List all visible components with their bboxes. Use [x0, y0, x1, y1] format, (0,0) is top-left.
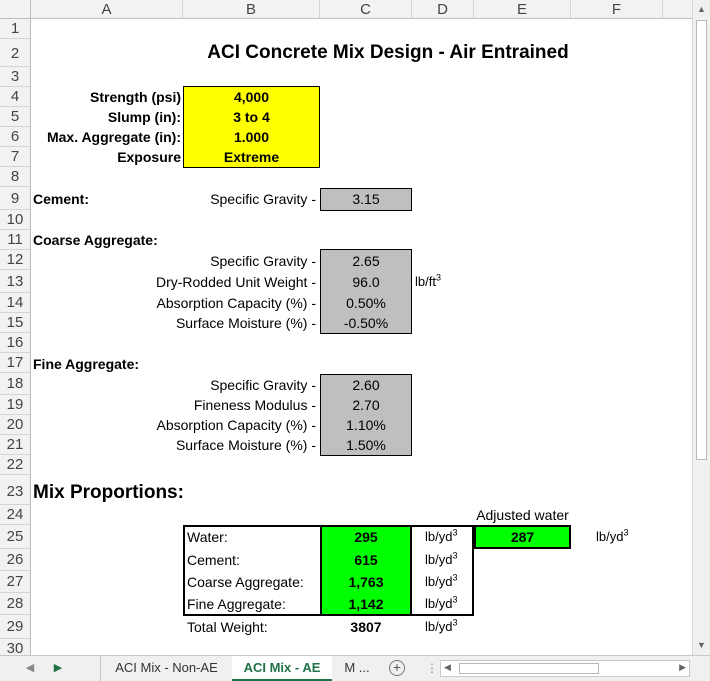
- fine-sg-label: Specific Gravity -: [210, 377, 316, 393]
- row-header[interactable]: 10: [0, 210, 31, 230]
- scroll-right-icon[interactable]: ▶: [679, 662, 686, 672]
- strength-input[interactable]: 4,000: [233, 89, 270, 105]
- tab-scroll-right-icon[interactable]: ▶: [53, 662, 63, 674]
- tab-split-handle-icon[interactable]: ⋮: [426, 661, 438, 675]
- unit-superscript: 3: [623, 527, 629, 538]
- unit-superscript: 3: [452, 572, 458, 583]
- row-header[interactable]: 16: [0, 333, 31, 353]
- tab-aci-mix-non-ae[interactable]: ACI Mix - Non-AE: [100, 656, 232, 681]
- scroll-up-icon[interactable]: ▲: [697, 4, 706, 14]
- unit-superscript: 3: [452, 594, 458, 605]
- row-header[interactable]: 29: [0, 615, 31, 639]
- mix-heading: Mix Proportions:: [33, 482, 184, 503]
- row-header[interactable]: 7: [0, 147, 31, 167]
- tab-scroll-left-icon[interactable]: ◀: [25, 662, 35, 674]
- select-all-corner[interactable]: [0, 0, 31, 19]
- unit-superscript: 3: [452, 527, 458, 538]
- coarse-moisture-label: Surface Moisture (%) -: [175, 315, 316, 331]
- row-header[interactable]: 24: [0, 505, 31, 525]
- cement-sg-value[interactable]: 3.15: [352, 191, 380, 207]
- exposure-label: Exposure: [117, 149, 181, 165]
- sheet-title: ACI Concrete Mix Design - Air Entrained: [207, 42, 569, 63]
- horizontal-scrollbar[interactable]: [440, 660, 690, 677]
- mix-row-unit: [425, 594, 457, 614]
- coarse-druw-label: Dry-Rodded Unit Weight -: [155, 274, 316, 290]
- row-header[interactable]: 21: [0, 435, 31, 455]
- fine-absorption-label: Absorption Capacity (%) -: [156, 417, 316, 433]
- adjusted-water-label: Adjusted water: [476, 507, 569, 523]
- mix-row-label: Coarse Aggregate:: [187, 574, 304, 590]
- unit-text: lb/yd: [425, 574, 453, 589]
- row-header[interactable]: 8: [0, 167, 31, 187]
- slump-input[interactable]: 3 to 4: [233, 109, 270, 125]
- row-header[interactable]: 14: [0, 293, 31, 313]
- column-header-c[interactable]: C: [320, 0, 412, 19]
- mix-row-label: Fine Aggregate:: [187, 596, 286, 612]
- column-header-f[interactable]: F: [571, 0, 663, 19]
- coarse-sg-label: Specific Gravity -: [210, 253, 316, 269]
- row-header[interactable]: 23: [0, 475, 31, 505]
- row-header[interactable]: 6: [0, 127, 31, 147]
- vertical-scroll-thumb[interactable]: [696, 20, 707, 460]
- mix-row-unit: [425, 550, 457, 570]
- row-header[interactable]: 15: [0, 313, 31, 333]
- horizontal-scroll-thumb[interactable]: [459, 663, 599, 674]
- row-header[interactable]: 3: [0, 67, 31, 87]
- row-header[interactable]: 13: [0, 270, 31, 293]
- total-weight-value[interactable]: 3807: [350, 619, 382, 635]
- sheet-tab-bar: [0, 655, 710, 681]
- row-header[interactable]: 25: [0, 525, 31, 549]
- strength-label: Strength (psi): [90, 89, 181, 105]
- slump-label: Slump (in):: [107, 109, 181, 125]
- scroll-down-icon[interactable]: ▼: [697, 640, 706, 650]
- coarse-druw-value[interactable]: 96.0: [352, 274, 380, 290]
- column-header-g[interactable]: [663, 0, 692, 19]
- mix-row-unit: [425, 572, 457, 592]
- mix-row-value[interactable]: 1,763: [348, 574, 384, 590]
- column-header-d[interactable]: D: [412, 0, 474, 19]
- column-header-e[interactable]: E: [474, 0, 571, 19]
- max-aggregate-label: Max. Aggregate (in):: [46, 129, 181, 145]
- unit-superscript: 3: [452, 617, 458, 628]
- unit-superscript: 3: [435, 272, 441, 283]
- row-header[interactable]: 17: [0, 353, 31, 373]
- row-header[interactable]: 20: [0, 415, 31, 435]
- mix-row-label: Cement:: [187, 552, 240, 568]
- unit-text: lb/yd: [425, 619, 453, 634]
- mix-row-value[interactable]: 295: [354, 529, 378, 545]
- vertical-scrollbar[interactable]: [692, 0, 710, 655]
- row-header[interactable]: 27: [0, 571, 31, 593]
- fine-sg-value[interactable]: 2.60: [352, 377, 380, 393]
- coarse-druw-unit: [415, 272, 441, 292]
- scroll-left-icon[interactable]: ◀: [444, 662, 451, 672]
- fine-moisture-label: Surface Moisture (%) -: [175, 437, 316, 453]
- total-weight-label: Total Weight:: [187, 619, 268, 635]
- max-aggregate-input[interactable]: 1.000: [233, 129, 270, 145]
- unit-superscript: 3: [452, 550, 458, 561]
- row-header[interactable]: 30: [0, 639, 31, 655]
- exposure-input[interactable]: Extreme: [223, 149, 280, 165]
- add-sheet-icon[interactable]: +: [389, 660, 405, 676]
- cement-sg-label: Specific Gravity -: [210, 191, 316, 207]
- unit-text: lb/yd: [425, 529, 453, 544]
- fine-fm-value[interactable]: 2.70: [352, 397, 380, 413]
- adjusted-water-unit: [596, 527, 628, 547]
- fine-moisture-value[interactable]: 1.50%: [346, 437, 386, 453]
- mix-row-label: Water:: [187, 529, 228, 545]
- coarse-absorption-value[interactable]: 0.50%: [346, 295, 386, 311]
- unit-text: lb/ft: [415, 274, 436, 289]
- row-header[interactable]: 12: [0, 250, 31, 270]
- mix-row-value[interactable]: 615: [354, 552, 378, 568]
- row-header[interactable]: 19: [0, 395, 31, 415]
- row-header[interactable]: 1: [0, 19, 31, 39]
- row-header[interactable]: 9: [0, 187, 31, 210]
- adjusted-water-value[interactable]: 287: [510, 529, 535, 545]
- row-header[interactable]: 18: [0, 373, 31, 395]
- row-header[interactable]: 2: [0, 39, 31, 67]
- fine-fm-label: Fineness Modulus -: [193, 397, 316, 413]
- unit-text: lb/yd: [425, 552, 453, 567]
- coarse-heading: Coarse Aggregate:: [33, 232, 158, 248]
- row-header[interactable]: 28: [0, 593, 31, 615]
- fine-heading: Fine Aggregate:: [33, 356, 140, 372]
- row-header[interactable]: 26: [0, 549, 31, 571]
- coarse-absorption-label: Absorption Capacity (%) -: [156, 295, 316, 311]
- coarse-sg-value[interactable]: 2.65: [352, 253, 380, 269]
- coarse-moisture-value[interactable]: -0.50%: [343, 315, 389, 331]
- unit-text: lb/yd: [596, 529, 624, 544]
- tab-aci-mix-ae[interactable]: ACI Mix - AE: [232, 656, 332, 681]
- mix-row-value[interactable]: 1,142: [348, 596, 384, 612]
- row-header[interactable]: 11: [0, 230, 31, 250]
- row-header[interactable]: 4: [0, 87, 31, 107]
- column-header-a[interactable]: A: [31, 0, 183, 19]
- mix-row-unit: [425, 527, 457, 547]
- fine-absorption-value[interactable]: 1.10%: [346, 417, 386, 433]
- tab-more[interactable]: M ...: [344, 660, 370, 675]
- row-header[interactable]: 5: [0, 107, 31, 127]
- cement-heading: Cement:: [33, 191, 90, 207]
- total-weight-unit: [425, 617, 457, 637]
- row-header[interactable]: 22: [0, 455, 31, 475]
- unit-text: lb/yd: [425, 596, 453, 611]
- column-header-b[interactable]: B: [183, 0, 320, 19]
